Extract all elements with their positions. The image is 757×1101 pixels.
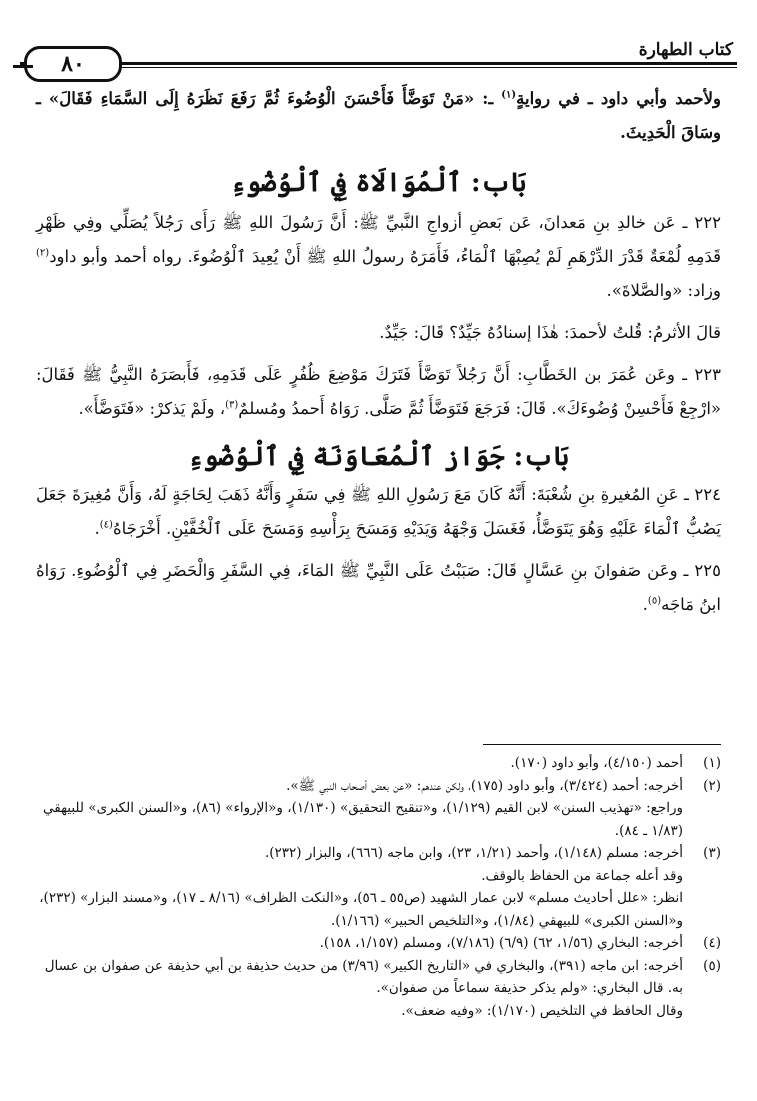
footnote-line: أخرجه: أحمد (٣/٤٢٤)، وأبو داود (١٧٥)، ولكن عندهم: «عن بعض أصحاب النبي ﷺ». — [286, 777, 683, 794]
page-number — [24, 46, 122, 82]
section-heading-muawana: بَاب: جَوَاز ٱلْمُعَاوَنَة فِي ٱلْوُضُوءِ — [188, 442, 569, 472]
intro-text-rest: ـ: «مَنْ تَوَضَّأَ فَأَحْسَنَ الْوُضُوءَ ثُمَّ رَفَعَ نَظَرَهُ إِلَى السَّمَاءِ فَقَالَ» ـ وسَاقَ الْحَدِيثَ. — [36, 89, 721, 142]
hadith-224 — [36, 478, 721, 546]
running-title: كتاب الطهارة — [638, 40, 733, 60]
section-heading-muwalat: بَاب: ٱلْمُوَالَاة فِي ٱلْوُضُوءِ — [230, 168, 527, 198]
footnote-separator — [483, 744, 721, 745]
footnote-ref-3: (٣) — [225, 399, 239, 411]
footnote-ref-2: (٢) — [36, 247, 50, 259]
footnote-body — [36, 842, 683, 932]
footnote-line: وقد أعله جماعة من الحفاظ بالوقف. — [481, 867, 683, 884]
footnote — [36, 775, 721, 843]
hadith-224-text: ٢٢٤ ـ عَنِ المُغيرةِ بنِ شُعْبَةَ: أَنَّهُ كَانَ مَعَ رَسُولِ اللهِ ﷺ فِي سَفَرٍ وَأَنَّهُ ذَهَبَ لِحَاجَةٍ لَهُ، وَأَنَّ مُغِيرَةَ جَعَلَ يَصُبُّ ٱلْمَاءَ عَلَيْهِ وَهُوَ يَتَوَضَّأُ، فَغَسَلَ وَجْهَهُ وَيَدَيْهِ وَمَسَحَ بِرَأْسِهِ وَمَسَحَ عَلَى ٱلْخُفَّيْنِ. أَخْرَجَاهُ — [36, 485, 721, 538]
footnote-number: (١) — [703, 755, 721, 771]
footnote-body — [36, 955, 683, 1023]
footnote — [36, 955, 721, 1023]
hadith-223 — [36, 358, 721, 426]
footnote-number: (٣) — [703, 845, 721, 861]
hadith-222-source: رواه أحمد وأبو داود — [49, 247, 182, 266]
header-rule — [20, 62, 737, 65]
hadith-223-text: ٢٢٣ ـ وعَن عُمَرَ بن الخَطَّابِ: أَنَّ رَجُلاً تَوَضَّأَ فَتَرَكَ مَوْضِعَ ظُفُرٍ عَلَى قَدَمِهِ، فَأَبصَرَهُ النَّبِيُّ ﷺ فَقَالَ: «ارْجِعْ فَأَحْسِنْ وُضُوءَكَ». قَالَ: فَرَجَعَ فَتَوَضَّأَ ثُمَّ صَلَّى. رَوَاهُ أَحمدُ ومُسلمٌ — [36, 365, 721, 418]
hadith-224-end: . — [94, 519, 100, 538]
intro-paragraph — [36, 82, 721, 150]
footnote-number: (٥) — [703, 957, 721, 974]
footnote-line: أخرجه: مسلم (١/١٤٨)، وأحمد (١/٢١، ٢٣)، وابن ماجه (٦٦٦)، والبزار (٢٣٢). — [264, 845, 683, 861]
hadith-225 — [36, 554, 721, 622]
hadith-222 — [36, 206, 721, 308]
footnote — [36, 932, 721, 955]
footnote-line: أخرجه: البخاري (١/٥٦، ٦٢) (٦/٩) (٧/١٨٦)، ومسلم (١/١٥٧، ١٥٨). — [319, 935, 683, 951]
hadith-225-text: ٢٢٥ ـ وعَن صَفوانَ بنِ عَسَّالٍ قَالَ: صَبَبْتُ عَلَى النَّبِيِّ ﷺ المَاءَ، فِي السَّفَرِ وَالْحَضَرِ فِي ٱلْوُضُوءِ. رَوَاهُ ابنُ مَاجَه — [36, 561, 721, 614]
hadith-222-addition: وزاد: «والصَّلاةَ». — [606, 281, 721, 300]
hadith-222-text: ٢٢٢ ـ عَن خالدِ بنِ مَعدانَ، عَن بَعضِ أزواجِ النَّبيِّ ﷺ: أَنَّ رَسُولَ اللهِ ﷺ رَأَى رَجُلاً يُصَلِّي وفِي ظَهْرِ قَدَمِهِ لُمْعَةٌ قَدْرَ الدِّرْهَمِ لَمْ يُصِبْهَا ٱلْمَاءُ، فَأَمَرَهُ رسولُ اللهِ ﷺ أَنْ يُعِيدَ ٱلْوُضُوءَ. — [36, 213, 721, 266]
footnote-line: أخرجه: ابن ماجه (٣٩١)، والبخاري في «التاريخ الكبير» (٣/٩٦) من حديث حذيفة بن أبي حذيفة عن صفوان بن عسال به. قال البخاري: «ولم يذكر حذيفة سماعاً من صفوان». — [44, 957, 683, 996]
footnote — [36, 752, 721, 775]
page-header — [20, 38, 737, 78]
intro-text: ولأحمد وأبي داود ـ في روايةٍ — [516, 89, 721, 108]
page-number-ornament — [13, 65, 33, 68]
athram-note: قالَ الأثرمُ: قُلتُ لأحمدَ: هٰذَا إسنادُهُ جَيِّدٌ؟ قَالَ: جَيِّدٌ. — [379, 323, 721, 342]
hadith-225-end: . — [642, 595, 648, 614]
page-number-text: ٨٠ — [61, 51, 85, 77]
main-text — [36, 82, 721, 622]
footnotes — [36, 752, 721, 1022]
footnote-line: انظر: «علل أحاديث مسلم» لابن عمار الشهيد (ص٥٥ ـ ٥٦)، و«النكت الظراف» (٨/١٦ ـ ١٧)، و«مسند البزار» (٢٣٢)، و«السنن الكبرى» للبيهقي (١/٨٤)، و«التلخيص الحبير» (١/١٦٦). — [39, 890, 683, 929]
footnote — [36, 842, 721, 932]
footnote-line: أحمد (٤/١٥٠)، وأبو داود (١٧٠). — [510, 755, 683, 771]
footnote-ref-5: (٥) — [647, 595, 662, 607]
footnote-body — [36, 775, 683, 843]
footnote-body — [36, 752, 683, 775]
hadith-223-rest: ، ولَمْ يَذكرْ: «فَتَوَضَّأَ». — [78, 399, 226, 418]
footnote-line: وقال الحافظ في التلخيص (١/١٧٠): «وفيه ضعف». — [401, 1002, 683, 1019]
footnote-number: (٢) — [703, 777, 721, 794]
footnote-number: (٤) — [703, 935, 721, 951]
footnote-line: وراجع: «تهذيب السنن» لابن القيم (١/١٢٩)، و«تنقيح التحقيق» (١/١٣٠)، و«الإرواء» (٨٦)، و«السنن الكبرى» للبيهقي (١/٨٣ ـ ٨٤). — [42, 800, 683, 839]
footnote-ref-4: (٤) — [99, 519, 113, 531]
header-rule-thin — [20, 67, 737, 68]
footnote-body — [36, 932, 683, 955]
footnote-ref-1: (١) — [501, 89, 517, 101]
